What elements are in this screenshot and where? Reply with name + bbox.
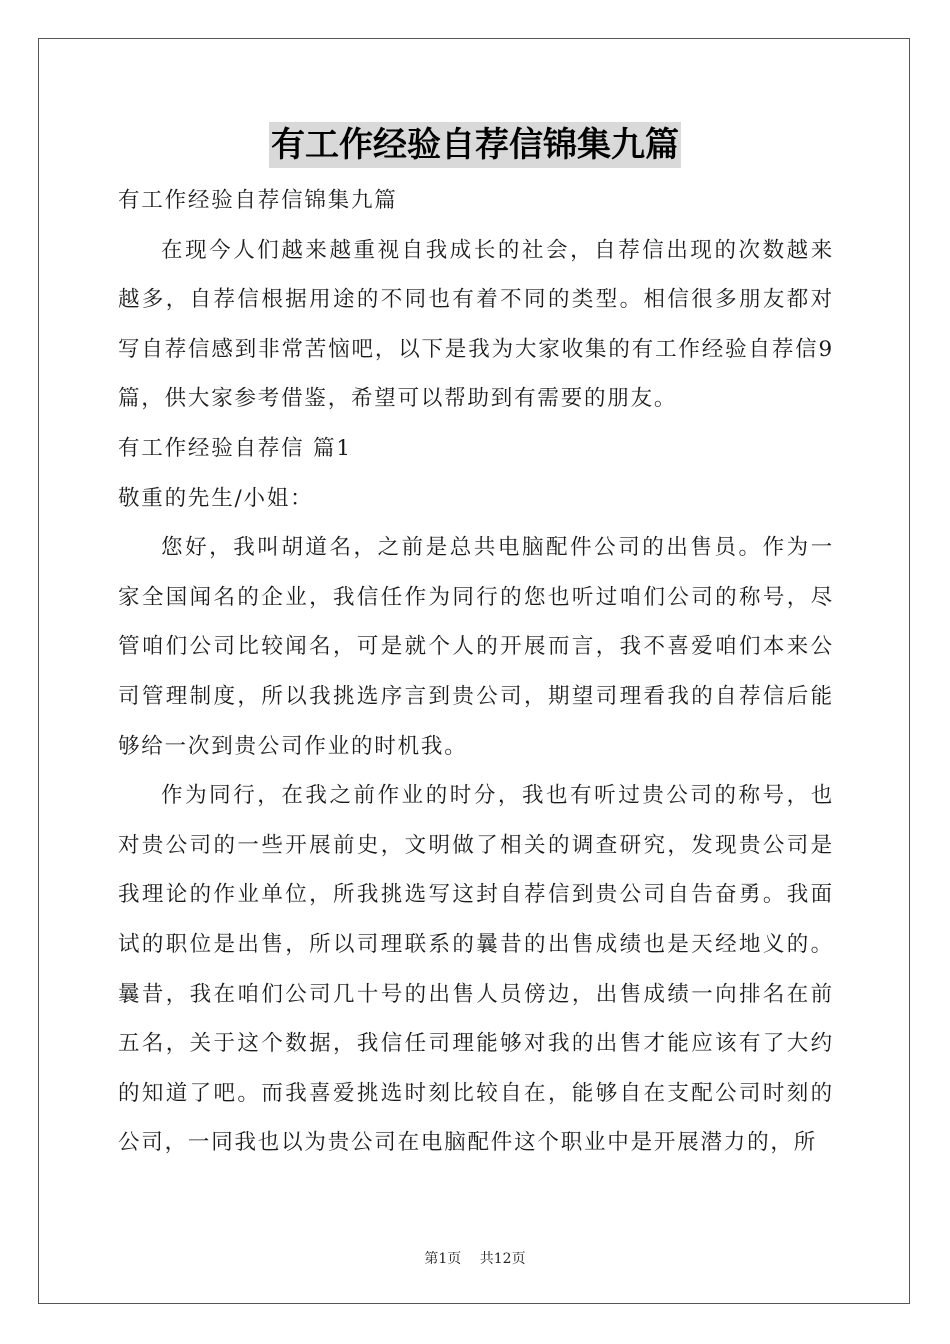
document-title: 有工作经验自荐信锦集九篇 <box>269 122 681 168</box>
salutation: 敬重的先生/小姐： <box>118 485 314 511</box>
title-container <box>0 122 950 168</box>
document-body <box>118 176 834 1168</box>
intro-paragraph: 在现今人们越来越重视自我成长的社会，自荐信出现的次数越来越多，自荐信根据用途的不同也有着不同的类型。相信很多朋友都对写自荐信感到非常苦恼吧，以下是我为大家收集的有工作经验自荐信9篇，供大家参考借鉴，希望可以帮助到有需要的朋友。 <box>118 237 834 412</box>
body-paragraph: 作为同行，在我之前作业的时分，我也有听过贵公司的称号，也对贵公司的一些开展前史，文明做了相关的调查研究，发现贵公司是我理论的作业单位，所我挑选写这封自荐信到贵公司自告奋勇。我面试的职位是出售，所以司理联系的曩昔的出售成绩也是天经地义的。曩昔，我在咱们公司几十号的出售人员傍边，出售成绩一向排名在前五名，关于这个数据，我信任司理能够对我的出售才能应该有了大约的知道了吧。而我喜爱挑选时刻比较自在，能够自在支配公司时刻的公司，一同我也以为贵公司在电脑配件这个职业中是开展潜力的，所 <box>118 783 834 1156</box>
page-footer <box>0 1248 950 1268</box>
page-number: 第1页 <box>424 1251 462 1267</box>
page-total: 共12页 <box>479 1251 526 1267</box>
section-heading: 有工作经验自荐信 篇1 <box>118 435 352 461</box>
subtitle-paragraph: 有工作经验自荐信锦集九篇 <box>118 188 398 213</box>
body-paragraph: 您好，我叫胡道名，之前是总共电脑配件公司的出售员。作为一家全国闻名的企业，我信任作为同行的您也听过咱们公司的称号，尽管咱们公司比较闻名，可是就个人的开展而言，我不喜爱咱们本来公司管理制度，所以我挑选序言到贵公司，期望司理看我的自荐信后能够给一次到贵公司作业的时机我。 <box>118 535 834 759</box>
